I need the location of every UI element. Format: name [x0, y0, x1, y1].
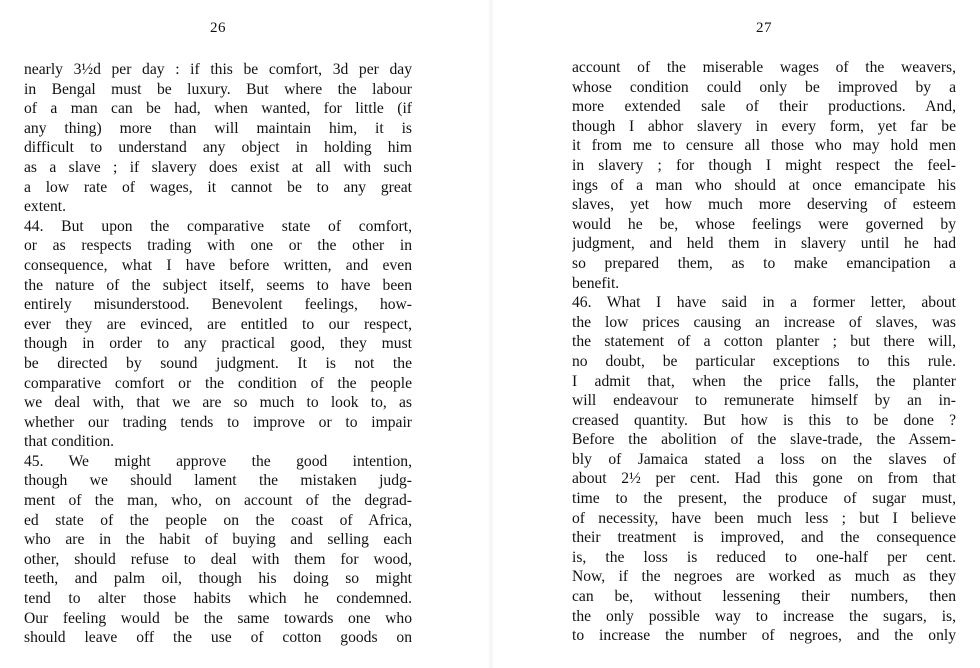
text-line: the nature of the subject itself, seems to have been	[24, 276, 412, 294]
text-line: bly of Jamaica stated a loss on the slaves of	[572, 450, 956, 468]
text-line: judgment, and held them in slavery until he had	[572, 235, 956, 253]
text-line: tend to alter those habits which he condemned.	[24, 590, 412, 608]
text-line: account of the miserable wages of the weavers,	[572, 59, 956, 76]
text-line: that condition.	[24, 433, 115, 451]
text-line: we deal with, that we are so much to look to, as	[24, 394, 412, 412]
text-line: Now, if the negroes are worked as much as they	[572, 568, 956, 586]
text-line: creased quantity. But how is this to be done ?	[572, 411, 956, 429]
text-line: in slavery ; for though I might respect the feel-	[572, 156, 956, 174]
text-line: who are in the habit of buying and selling each	[24, 531, 412, 549]
book-gutter	[488, 0, 494, 668]
text-line: a low rate of wages, it cannot be to any great	[24, 178, 412, 196]
text-line: ings of a man who should at once emancipate his	[572, 176, 956, 194]
text-line: extent.	[24, 198, 66, 216]
right-page-text	[572, 58, 956, 646]
text-line: 44. But upon the comparative state of comfort,	[24, 217, 412, 235]
text-line: though we should lament the mistaken judg-	[24, 472, 412, 490]
text-line: about 2½ per cent. Had this gone on from that	[572, 470, 956, 488]
text-line: though in order to any practical good, they must	[24, 335, 412, 353]
text-line: any thing) more than will maintain him, it is	[24, 119, 412, 137]
text-line: slaves, yet how much more deserving of esteem	[572, 196, 956, 214]
text-line: can be, without lessening their numbers, then	[572, 588, 956, 606]
text-line: should leave off the use of cotton goods on	[24, 629, 412, 647]
text-line: so prepared them, as to make emancipation a	[572, 254, 956, 272]
text-line: entirely misunderstood. Benevolent feelings, how-	[24, 296, 412, 314]
text-line: time to the present, the produce of sugar must,	[572, 490, 956, 508]
text-line: would he be, whose feelings were governed by	[572, 215, 956, 233]
text-line: Before the abolition of the slave-trade, the Assem-	[572, 431, 956, 449]
text-line: the statement of a cotton planter ; but there will,	[572, 333, 956, 351]
text-line: other, should refuse to deal with them for wood,	[24, 550, 412, 568]
text-line: the low prices causing an increase of slaves, was	[572, 313, 956, 331]
right-page	[572, 0, 956, 668]
text-line: though I abhor slavery in every form, yet far be	[572, 117, 956, 135]
text-line: the only possible way to increase the sugars, is,	[572, 607, 956, 625]
text-line: it from me to censure all those who may hold men	[572, 137, 956, 155]
text-line: nearly 3½d per day : if this be comfort, 3d per day	[24, 61, 412, 78]
right-page-number: 27	[756, 20, 772, 36]
text-line: or as respects trading with one or the other in	[24, 237, 412, 255]
text-line: Our feeling would be the same towards one who	[24, 609, 412, 627]
text-line: ed state of the people on the coast of Africa,	[24, 511, 412, 529]
text-line: their treatment is improved, and the consequence	[572, 529, 956, 547]
text-line: consequence, what I have before written, and even	[24, 256, 412, 274]
text-line: whose condition could only be improved by a	[572, 78, 956, 96]
text-line: difficult to understand any object in holding him	[24, 139, 412, 157]
text-line: in Bengal must be luxury. But where the labour	[24, 80, 412, 98]
text-line: ment of the man, who, on account of the degrad-	[24, 492, 412, 510]
text-line: comparative comfort or the condition of the people	[24, 374, 412, 392]
text-line: no doubt, be particular exceptions to this rule.	[572, 352, 956, 370]
text-line: of a man can be had, when wanted, for little (if	[24, 100, 412, 118]
left-page-text	[24, 60, 412, 648]
text-line: more extended sale of their productions. And,	[572, 98, 956, 116]
text-line: teeth, and palm oil, though his doing so might	[24, 570, 412, 588]
text-line: I admit that, when the price falls, the planter	[572, 372, 956, 390]
text-line: 45. We might approve the good intention,	[24, 452, 412, 470]
text-line: of necessity, have been much less ; but I believe	[572, 509, 956, 527]
text-line: benefit.	[572, 274, 620, 292]
text-line: is, the loss is reduced to one-half per cent.	[572, 548, 956, 566]
text-line: ever they are evinced, are entitled to our respect,	[24, 315, 412, 333]
left-page-number: 26	[210, 20, 226, 36]
text-line: as a slave ; if slavery does exist at all with such	[24, 158, 412, 176]
text-line: to increase the number of negroes, and the only	[572, 627, 956, 645]
text-line: 46. What I have said in a former letter, about	[572, 294, 956, 312]
text-line: will endeavour to remunerate himself by an in-	[572, 392, 956, 410]
text-line: whether our trading tends to improve or to impair	[24, 413, 412, 431]
left-page	[24, 0, 412, 668]
text-line: be directed by sound judgment. It is not the	[24, 354, 412, 372]
